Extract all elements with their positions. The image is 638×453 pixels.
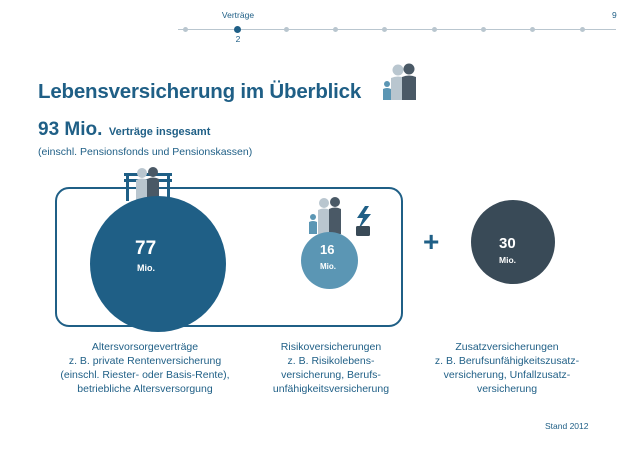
risk-unit: Mio. [320,262,336,271]
supplementary-caption [418,340,596,396]
pension-unit: Mio. [137,263,155,273]
pension-caption-title: Altersvorsorgeverträge [91,341,199,353]
risk-family-icon [307,196,377,238]
timeline-dot[interactable] [333,27,338,32]
timeline-dot[interactable] [432,27,437,32]
risk-caption [252,340,410,396]
risk-caption-line: versicherung, Berufs- [281,369,381,381]
total-label: Verträge insgesamt [108,126,211,138]
section-number: 2 [235,34,241,44]
page-number: 9 [612,10,617,20]
pension-caption-line: z. B. private Rentenversicherung [68,355,222,367]
pension-caption-line: betriebliche Altersversorgung [77,383,213,395]
total-note: (einschl. Pensionsfonds und Pensionskassen) [38,146,253,158]
risk-caption-line: z. B. Risikolebens- [287,355,375,367]
total-value: 93 Mio. [38,119,103,140]
pension-caption [48,340,242,396]
pension-caption-line: (einschl. Riester- oder Basis-Rente), [60,369,230,381]
risk-insurance-circle [301,232,358,289]
supplementary-unit: Mio. [499,255,516,265]
stand-date: Stand 2012 [545,421,589,431]
supplementary-caption-line: versicherung, Unfallzusatz- [443,369,571,381]
timeline-dot-active[interactable] [234,26,241,33]
timeline-dot[interactable] [580,27,585,32]
total-summary [38,119,210,141]
pension-value: 77 [135,238,157,259]
pension-contracts-circle [90,196,226,332]
section-label: Verträge [221,10,255,20]
timeline-dot[interactable] [382,27,387,32]
page-title: Lebensversicherung im Überblick [38,80,362,103]
timeline-dot[interactable] [284,27,289,32]
risk-value: 16 [320,242,335,257]
supplementary-caption-line: z. B. Berufsunfähigkeitszusatz- [434,355,580,367]
supplementary-caption-title: Zusatzversicherungen [455,341,559,353]
section-timeline [178,29,616,30]
supplementary-value: 30 [499,235,516,252]
supplementary-caption-line: versicherung [476,383,538,395]
risk-caption-line: unfähigkeitsversicherung [272,383,390,395]
risk-caption-title: Risikoversicherungen [280,341,382,353]
timeline-dot[interactable] [183,27,188,32]
timeline-dot[interactable] [481,27,486,32]
plus-sign: + [423,226,440,257]
timeline-dot[interactable] [530,27,535,32]
family-icon [380,62,422,102]
